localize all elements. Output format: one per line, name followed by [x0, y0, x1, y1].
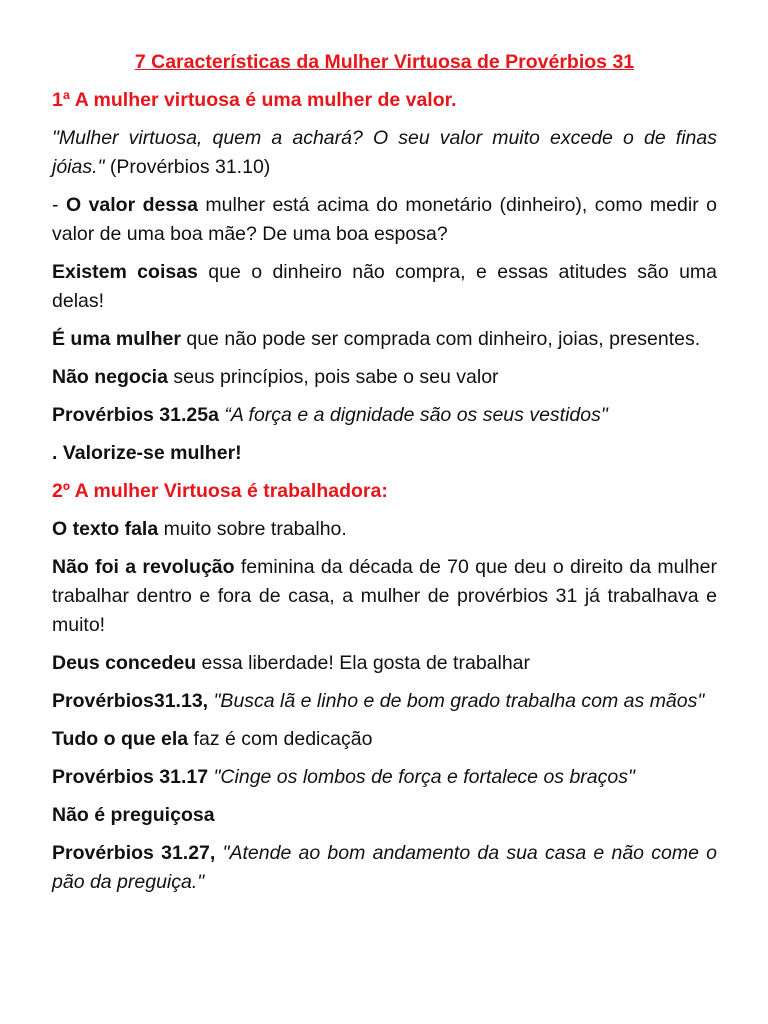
quote-reference: (Provérbios 31.10) [104, 156, 271, 178]
paragraph-existem-coisas [52, 258, 717, 316]
section-heading-1: 1ª A mulher virtuosa é uma mulher de valor. [52, 89, 457, 111]
paragraph-lead: Existem coisas [52, 261, 198, 283]
paragraph-lead: Não foi a revolução [52, 556, 235, 578]
paragraph-text: seus princípios, pois sabe o seu valor [167, 366, 499, 388]
paragraph-proverbios-31-27 [52, 839, 717, 897]
paragraph-text: que não pode ser comprada com dinheiro, joias, presentes. [180, 328, 701, 350]
paragraph-proverbios-31-25a [52, 401, 717, 430]
paragraph-proverbios-31-13 [52, 687, 717, 716]
verse-reference: Provérbios 31.27, [52, 842, 216, 864]
paragraph-texto-fala [52, 515, 717, 544]
paragraph-deus-concedeu [52, 649, 717, 678]
paragraph-lead: O valor dessa [65, 194, 198, 216]
paragraph-valorize-se [52, 439, 717, 468]
verse-reference: Provérbios31.13, [52, 690, 209, 712]
paragraph-lead: É uma mulher [52, 328, 181, 350]
verse-quote: "Busca lã e linho e de bom grado trabalha com as mãos" [208, 690, 705, 712]
section-heading-2: 2º A mulher Virtuosa é trabalhadora: [52, 480, 388, 502]
paragraph-lead: O texto fala [52, 518, 159, 540]
paragraph-lead: Não é preguiçosa [52, 804, 215, 826]
paragraph-text: faz é com dedicação [188, 728, 373, 750]
paragraph-valor [52, 191, 717, 249]
document-page [52, 48, 717, 906]
paragraph-uma-mulher [52, 325, 717, 354]
paragraph-text: mulher está acima do monetário (dinheiro), como medir o valor de uma boa mãe? De uma boa esposa? [52, 194, 717, 245]
paragraph-revolucao [52, 553, 717, 640]
paragraph-dash: - [52, 194, 66, 216]
paragraph-text: essa liberdade! Ela gosta de trabalhar [196, 652, 531, 674]
verse-quote: "Atende ao bom andamento da sua casa e não come o pão da preguiça." [52, 842, 718, 893]
verse-quote: “A força e a dignidade são os seus vestidos" [218, 404, 608, 426]
paragraph-text: que o dinheiro não compra, e essas atitudes são uma delas! [52, 261, 718, 312]
verse-reference: Provérbios 31.25a [52, 404, 219, 426]
paragraph-tudo-o-que-ela [52, 725, 717, 754]
paragraph-lead: Deus concedeu [52, 652, 197, 674]
paragraph-lead: Não negocia [52, 366, 168, 388]
verse-reference: Provérbios 31.17 [52, 766, 209, 788]
quote-proverbios-31-10 [52, 124, 717, 182]
verse-quote: "Cinge os lombos de força e fortalece os braços" [208, 766, 635, 788]
paragraph-lead: . Valorize-se mulher! [52, 442, 242, 464]
paragraph-text: feminina da década de 70 que deu o direito da mulher trabalhar dentro e fora de casa, a mulher de provérbios 31 já trabalhava e muito! [52, 556, 717, 636]
paragraph-proverbios-31-17 [52, 763, 717, 792]
paragraph-lead: Tudo o que ela [52, 728, 189, 750]
quote-text: "Mulher virtuosa, quem a achará? O seu valor muito excede o de finas jóias." [52, 127, 717, 178]
paragraph-nao-e-preguicosa [52, 801, 717, 830]
document-title: 7 Características da Mulher Virtuosa de Provérbios 31 [134, 51, 635, 73]
paragraph-nao-negocia [52, 363, 717, 392]
paragraph-text: muito sobre trabalho. [158, 518, 347, 540]
